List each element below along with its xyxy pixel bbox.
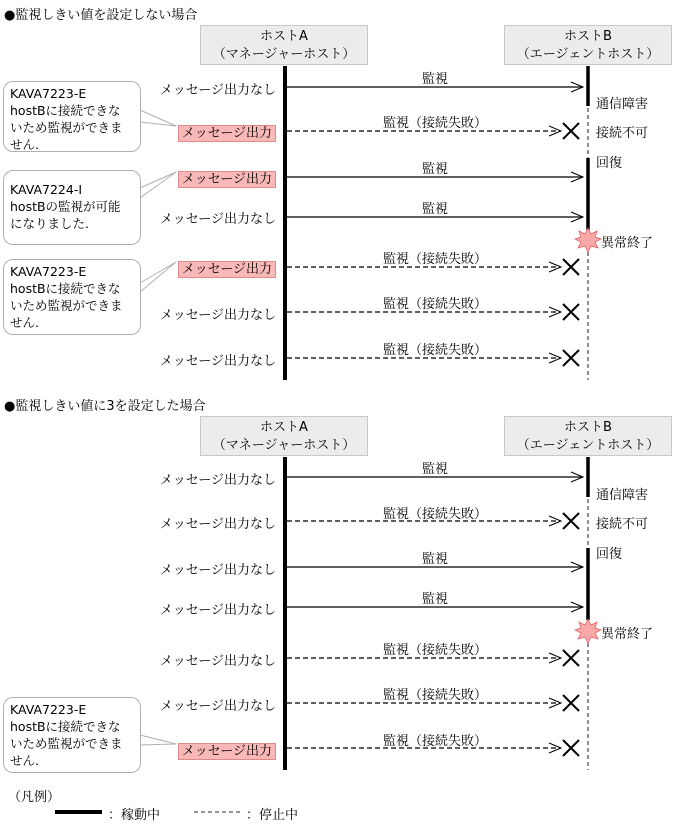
host-b-box <box>504 416 672 456</box>
callout-message <box>3 170 141 245</box>
section-title-threshold-3: ●監視しきい値に3を設定した場合 <box>4 399 206 414</box>
row-label: メッセージ出力なし <box>159 473 276 488</box>
message-label: 監視（接続失敗） <box>382 688 487 703</box>
callout-line: KAVA7223-E <box>10 264 87 279</box>
row-label: メッセージ出力なし <box>159 654 276 669</box>
legend-stopped-label: ：停止中 <box>246 808 299 823</box>
message-label: 監視 <box>421 552 448 567</box>
row-label-highlight <box>146 122 276 141</box>
row-label-highlight <box>146 168 276 187</box>
callout-line: いため監視ができま <box>10 120 123 135</box>
message-output-badge: メッセージ出力 <box>178 125 276 142</box>
callout-line: KAVA7223-E <box>10 86 87 101</box>
state-abnormal-end: 異常終了 <box>601 236 654 251</box>
row-label: メッセージ出力なし <box>159 354 276 369</box>
callout-message <box>3 259 141 335</box>
host-b-role: （エージェントホスト） <box>516 438 660 453</box>
callout-message <box>3 697 141 773</box>
message-label: 監視 <box>421 162 448 177</box>
row-label: メッセージ出力なし <box>159 83 276 98</box>
callout-line: hostBに接続できな <box>10 103 121 118</box>
message-label: 監視（接続失敗） <box>382 297 487 312</box>
message-label: 監視（接続失敗） <box>382 116 487 131</box>
row-label: メッセージ出力なし <box>159 517 276 532</box>
host-a-role: （マネージャーホスト） <box>212 438 356 453</box>
row-label: メッセージ出力なし <box>159 563 276 578</box>
message-label: 監視 <box>421 592 448 607</box>
row-label-highlight <box>146 740 276 759</box>
message-label: 監視（接続失敗） <box>382 343 487 358</box>
state-unreachable: 接続不可 <box>596 126 649 141</box>
callout-line: hostBに接続できな <box>10 719 121 734</box>
callout-line: hostBに接続できな <box>10 281 121 296</box>
row-label: メッセージ出力なし <box>159 699 276 714</box>
message-label: 監視（接続失敗） <box>382 507 487 522</box>
message-label: 監視 <box>421 72 448 87</box>
host-a-role: （マネージャーホスト） <box>212 47 356 62</box>
state-comm-failure: 通信障害 <box>596 488 649 503</box>
row-label-highlight <box>146 258 276 277</box>
message-label: 監視（接続失敗） <box>382 734 487 749</box>
callout-line: いため監視ができま <box>10 736 123 751</box>
callout-line: になりました. <box>10 216 89 231</box>
section-title-no-threshold: ●監視しきい値を設定しない場合 <box>4 8 198 23</box>
host-b-name: ホストB <box>564 420 612 435</box>
message-output-badge: メッセージ出力 <box>178 261 276 278</box>
callout-line: せん. <box>10 137 39 152</box>
host-b-name: ホストB <box>564 29 612 44</box>
callout-line: せん. <box>10 753 39 768</box>
message-label: 監視 <box>421 202 448 217</box>
host-a-name: ホストA <box>260 420 308 435</box>
state-comm-failure: 通信障害 <box>596 97 649 112</box>
legend-running-label: ：稼動中 <box>108 808 161 823</box>
callout-line: hostBの監視が可能 <box>10 199 121 214</box>
row-label: メッセージ出力なし <box>159 308 276 323</box>
message-output-badge: メッセージ出力 <box>178 743 276 760</box>
message-label: 監視（接続失敗） <box>382 643 487 658</box>
callout-line: KAVA7223-E <box>10 702 87 717</box>
callout-line: せん. <box>10 315 39 330</box>
callout-line: いため監視ができま <box>10 298 123 313</box>
legend-title: （凡例） <box>8 790 61 805</box>
state-recovery: 回復 <box>596 547 623 562</box>
message-label: 監視（接続失敗） <box>382 252 487 267</box>
state-abnormal-end: 異常終了 <box>601 627 654 642</box>
row-label: メッセージ出力なし <box>159 603 276 618</box>
message-label: 監視 <box>421 462 448 477</box>
message-output-badge: メッセージ出力 <box>178 171 276 188</box>
host-a-name: ホストA <box>260 29 308 44</box>
row-label: メッセージ出力なし <box>159 212 276 227</box>
callout-line: KAVA7224-I <box>10 182 83 197</box>
state-unreachable: 接続不可 <box>596 517 649 532</box>
callout-message <box>3 81 141 152</box>
state-recovery: 回復 <box>596 156 623 171</box>
host-b-role: （エージェントホスト） <box>516 47 660 62</box>
host-a-box <box>200 416 368 456</box>
